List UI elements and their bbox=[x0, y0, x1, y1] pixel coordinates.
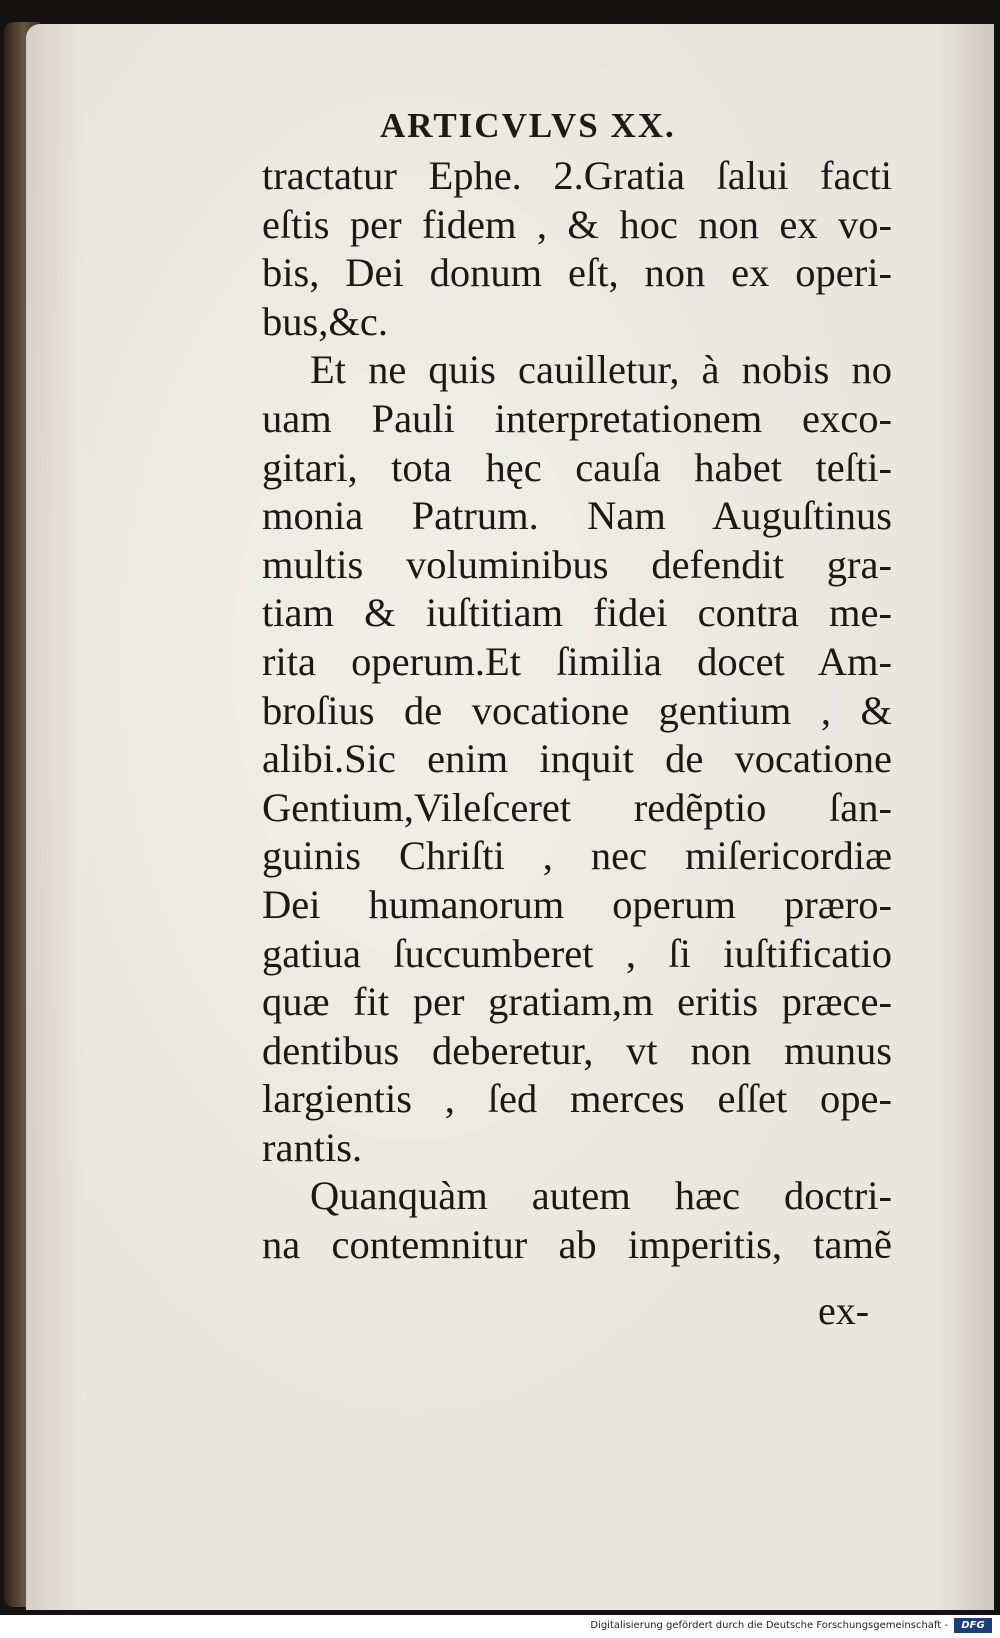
text-line: Gentium,Vileſceret redẽptio ſan- bbox=[262, 784, 892, 830]
text-line: gatiua ſuccumberet , ſi iuſtificatio bbox=[262, 930, 892, 976]
text-line: alibi.Sic enim inquit de vocatione bbox=[262, 736, 892, 782]
body-text bbox=[262, 152, 892, 1270]
text-line: eſtis per fidem , & hoc non ex vo- bbox=[262, 201, 892, 247]
text-line: tractatur Ephe. 2.Gratia ſalui facti bbox=[262, 153, 892, 198]
text-line: gitari, tota hęc cauſa habet teſti- bbox=[262, 444, 892, 490]
text-line: bis, Dei donum eſt, non ex operi- bbox=[262, 250, 892, 296]
text-line: dentibus deberetur, vt non munus bbox=[262, 1027, 892, 1073]
text-line: Quanquàm autem hæc doctri- bbox=[310, 1173, 892, 1219]
text-line: na contemnitur ab imperitis, tamẽ bbox=[262, 1222, 892, 1268]
text-line: rantis. bbox=[262, 1124, 363, 1170]
text-line: Dei humanorum operum præro- bbox=[262, 881, 892, 927]
text-line: quæ fit per gratiam,m eritis præce- bbox=[262, 979, 892, 1025]
text-line: largientis , ſed merces eſſet ope- bbox=[262, 1076, 892, 1122]
digitization-credit: Digitalisierung gefördert durch die Deutsche Forschungsgemeinschaft - bbox=[590, 1620, 948, 1631]
text-line: rita operum.Et ſimilia docet Am- bbox=[262, 638, 892, 684]
text-line: monia Patrum. Nam Auguſtinus bbox=[262, 493, 892, 539]
text-line: tiam & iuſtitiam fidei contra me- bbox=[262, 590, 892, 636]
text-line: broſius de vocatione gentium , & bbox=[262, 687, 892, 733]
text-line: uam Pauli interpretationem exco- bbox=[262, 395, 892, 441]
running-head: ARTICVLVS XX. bbox=[380, 106, 676, 145]
text-line: Et ne quis cauilletur, à nobis no bbox=[310, 347, 892, 393]
catchword: ex- bbox=[818, 1288, 870, 1333]
text-line: bus,&c. bbox=[262, 298, 388, 344]
text-line: multis voluminibus defendit gra- bbox=[262, 541, 892, 587]
text-line: guinis Chriſti , nec miſericordiæ bbox=[262, 833, 892, 879]
dfg-logo: DFG bbox=[954, 1618, 992, 1633]
